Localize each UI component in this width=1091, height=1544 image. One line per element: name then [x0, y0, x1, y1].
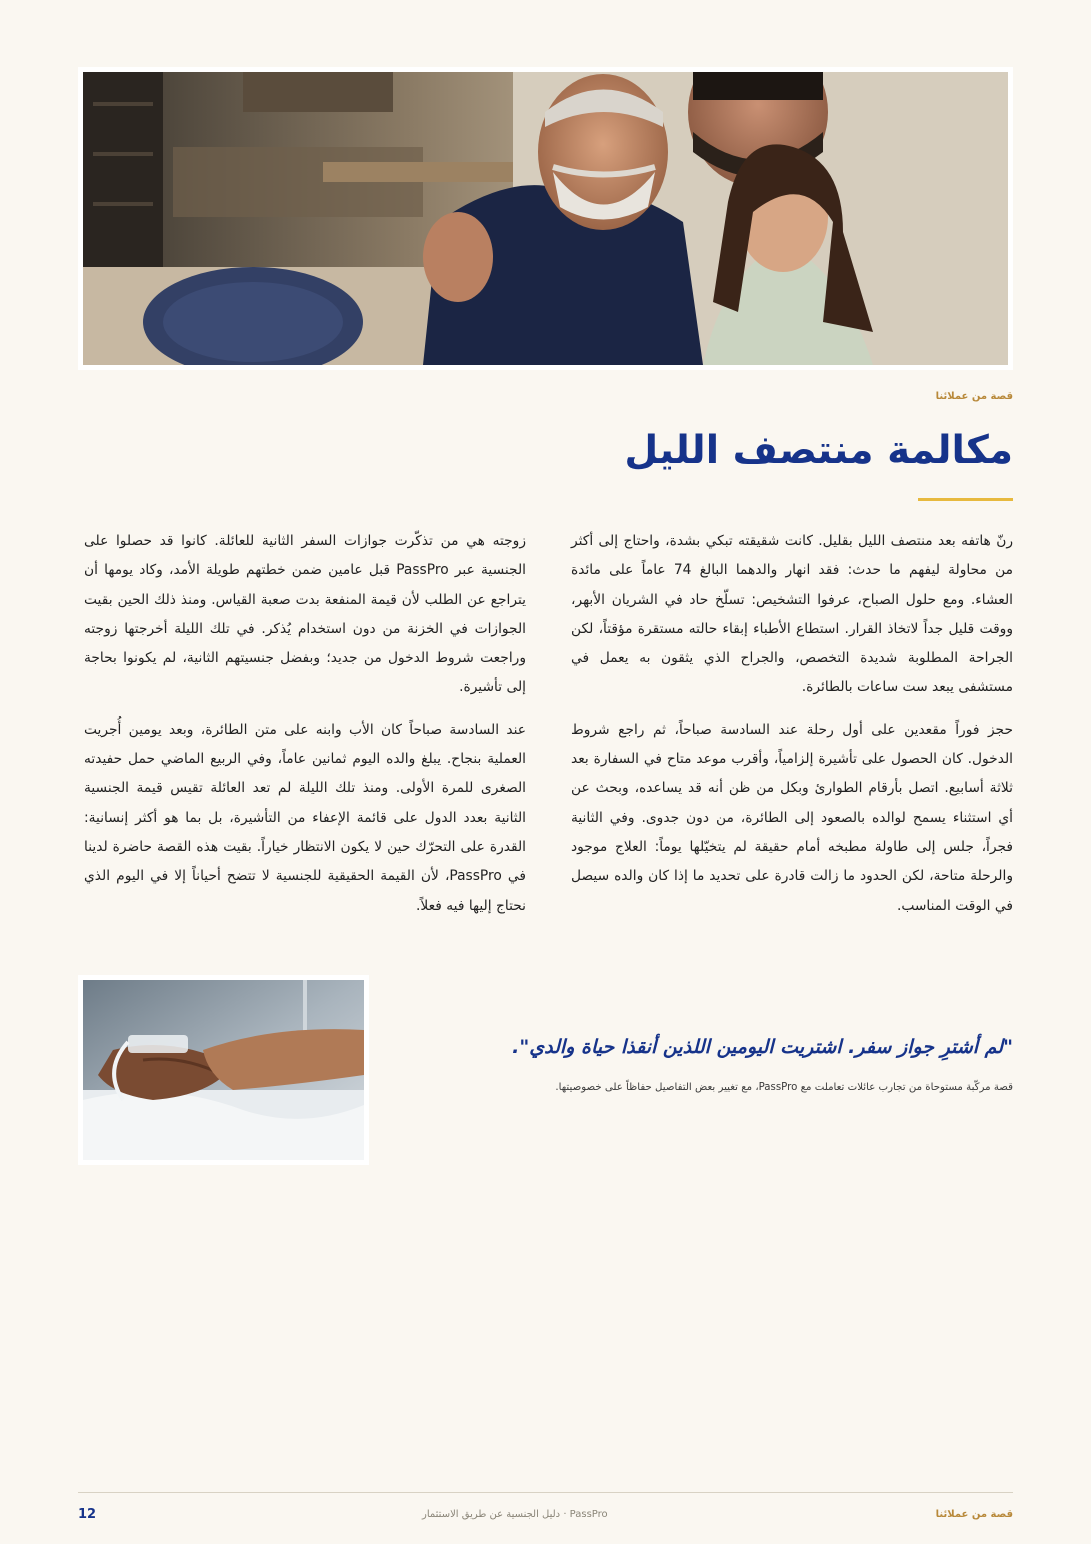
title-accent-rule: [918, 498, 1013, 501]
section-kicker: قصة من عملائنا: [935, 391, 1013, 402]
article-column-left: [84, 527, 526, 934]
footer-section-label: قصة من عملائنا: [935, 1509, 1013, 1520]
quote-disclaimer: قصة مركّبة مستوحاة من تجارب عائلات تعاملت مع PassPro، مع تغيير بعض التفاصيل حفاظاً على خصوصيتها.: [555, 1082, 1013, 1093]
pull-quote: "لم أشترِ جواز سفر. اشتريت اليومين اللذين أنقذا حياة والدي".: [512, 1036, 1013, 1058]
hospital-hands-photo: [83, 980, 364, 1160]
article-column-right: [571, 527, 1013, 934]
footer-divider: [78, 1492, 1013, 1493]
hero-photo-frame: [78, 67, 1013, 370]
paragraph: حجز فوراً مقعدين على أول رحلة عند السادسة صباحاً، ثم راجع شروط الدخول. كان الحصول على تأشيرة إلزامياً، وأقرب موعد متاح في السفارة بعد ثلاثة أسابيع. اتصل بأرقام الطوارئ وبكل من ظن أنه قد يساعده، وبحث عن أي استثناء يسمح لوالده بالصعود إلى الطائرة، من دون جدوى. وفي الثانية فجراً، جلس إلى طاولة مطبخه أمام حقيقة لم يتخيّلها يوماً: العلاج موجود والرحلة متاحة، لكن الحدود ما زالت قادرة على تحديد ما إذا كان والده سيصل في الوقت المناسب.: [571, 721, 1013, 914]
page-number: 12: [78, 1507, 97, 1522]
paragraph: زوجته هي من تذكّرت جوازات السفر الثانية للعائلة. كانوا قد حصلوا على الجنسية عبر PassPro قبل عامين ضمن خطتهم طويلة الأمد، وكاد يومها أن يتراجع عن الطلب لأن قيمة المنفعة بدت صعبة القياس. ومنذ ذلك الحين بقيت الجوازات في الخزنة من دون استخدام يُذكر. في تلك الليلة أخرجتها زوجته وراجعت شروط الدخول من جديد؛ وبفضل جنسيتهم الثانية، لم يكونوا بحاجة إلى تأشيرة.: [84, 533, 526, 696]
paragraph: عند السادسة صباحاً كان الأب وابنه على متن الطائرة، وبعد يومين أُجريت العملية بنجاح. يبلغ والده اليوم ثمانين عاماً، وفي الربيع الماضي حمل حفيدته الصغرى للمرة الأولى. ومنذ تلك الليلة لم تعد العائلة تقيس قيمة الجنسية الثانية بعدد الدول على قائمة الإعفاء من التأشيرة، بل بما هو أكثر إنسانية: القدرة على التحرّك حين لا يكون الانتظار خياراً. بقيت هذه القصة حاضرة لدينا في PassPro، لأن القيمة الحقيقية للجنسية لا تتضح أحياناً إلا في اليوم الذي نحتاج إليها فيه فعلاً.: [84, 721, 526, 914]
inset-photo-frame: [78, 975, 369, 1165]
footer-guide-title: PassPro · دليل الجنسية عن طريق الاستثمار: [422, 1509, 608, 1520]
article-title: مكالمة منتصف الليل: [624, 428, 1013, 473]
paragraph: رنّ هاتفه بعد منتصف الليل بقليل. كانت شقيقته تبكي بشدة، واحتاج إلى أكثر من محاولة ليفهم ما حدث: فقد انهار والدهما البالغ 74 عاماً على مائدة العشاء. ومع حلول الصباح، عرفوا التشخيص: تسلّخ حاد في الشريان الأبهر، ووقت قليل جداً لاتخاذ القرار. استطاع الأطباء إبقاء حالته مستقرة مؤقتاً، لكن الجراحة المطلوبة شديدة التخصص، والجراح الذي يثقون به يعمل في مستشفى يبعد ست ساعات بالطائرة.: [571, 533, 1013, 696]
hero-family-photo: [83, 72, 1008, 365]
